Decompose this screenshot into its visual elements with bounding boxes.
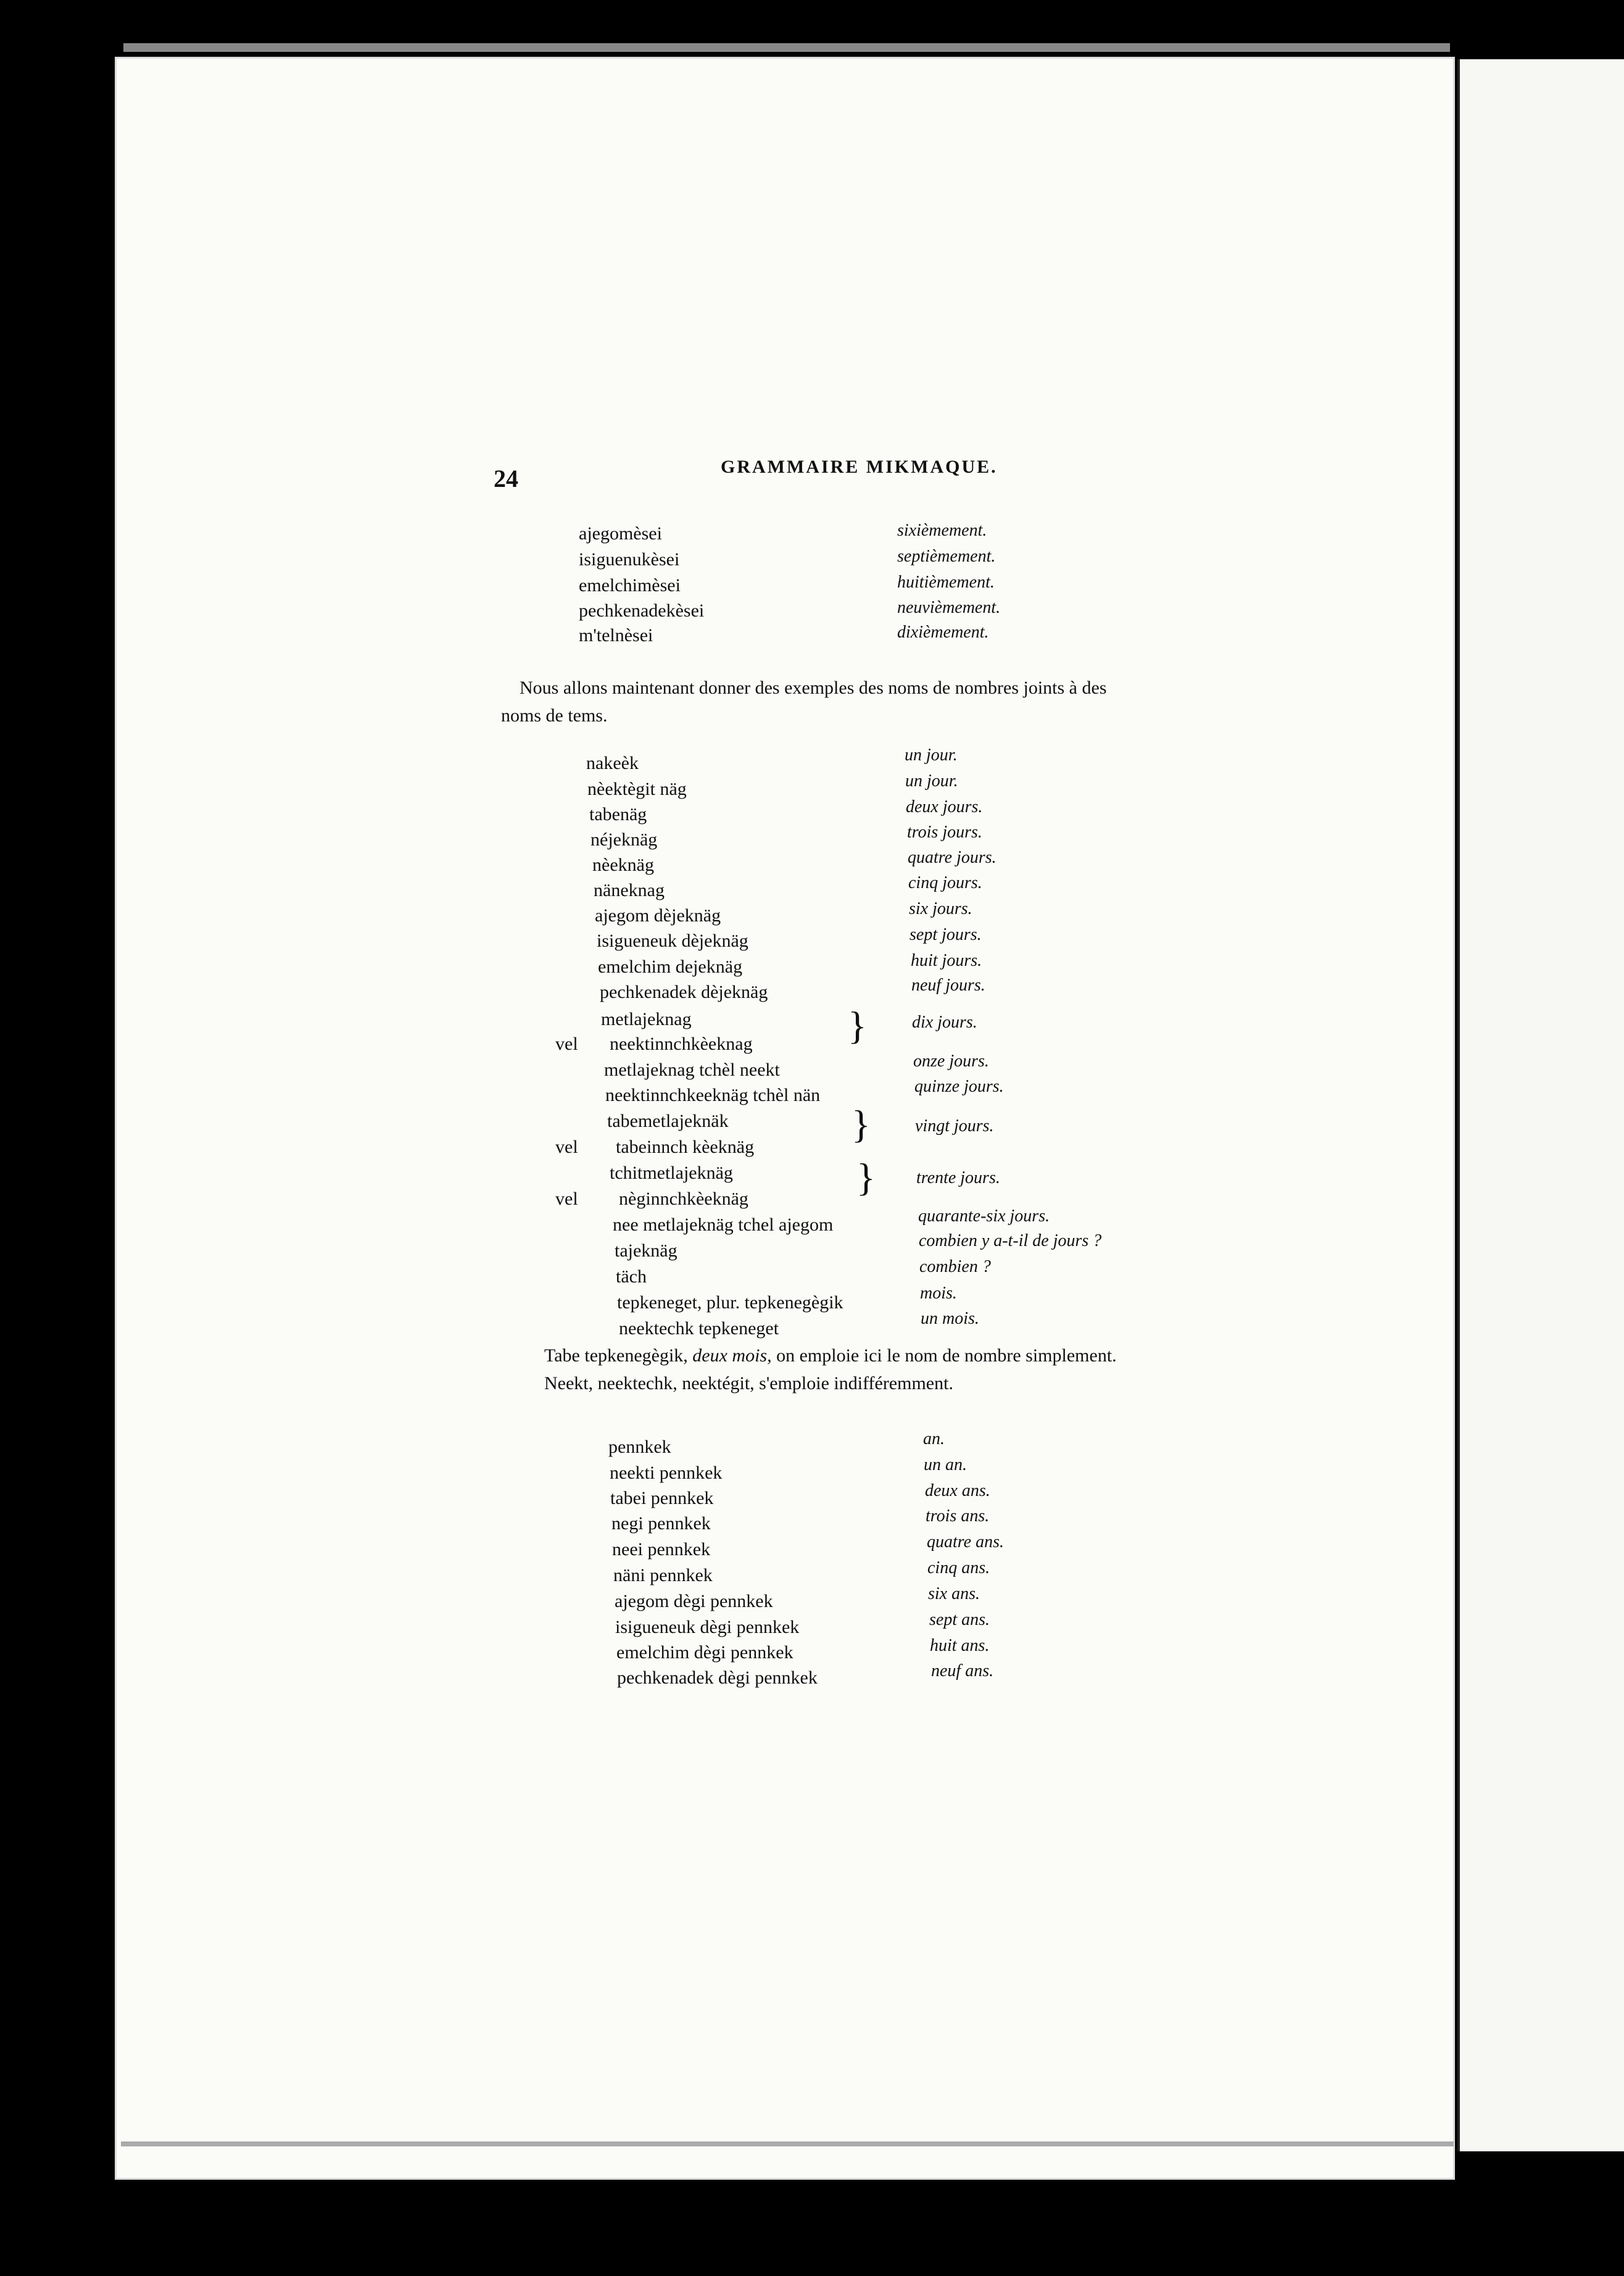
day-mikmaq: neektinnchkeeknäg tchèl nän [605, 1085, 821, 1105]
year-french: cinq ans. [927, 1558, 990, 1577]
day-mikmaq: täch [616, 1266, 647, 1287]
note-line-1c: on emploie ici le nom de nombre simplement. [771, 1345, 1117, 1366]
year-mikmaq: isigueneuk dègi pennkek [615, 1617, 800, 1637]
day-french: huit jours. [911, 951, 982, 970]
ordinal-french: dixièmement. [897, 623, 989, 642]
page-edge-top [123, 43, 1450, 52]
day-french: deux jours. [906, 797, 983, 816]
ordinal-french: huitièmement. [897, 573, 995, 592]
day-mikmaq: neektechk tepkeneget [619, 1318, 779, 1339]
day-french: cinq jours. [908, 873, 982, 892]
brace-vingt: } [851, 1102, 871, 1146]
note-line-1 [544, 1345, 1117, 1366]
year-french: trois ans. [926, 1506, 990, 1526]
day-mikmaq: isigueneuk dèjeknäg [597, 931, 748, 951]
day-mikmaq: metlajeknag tchèl neekt [604, 1060, 780, 1080]
day-mikmaq: tchitmetlajeknäg [610, 1163, 733, 1183]
day-mikmaq: nèeknäg [592, 855, 654, 875]
day-vel: vel [555, 1034, 578, 1054]
year-mikmaq: negi pennkek [611, 1513, 711, 1534]
year-french: quatre ans. [927, 1532, 1004, 1551]
day-mikmaq: tabeinnch kèeknäg [616, 1137, 755, 1157]
page-number: 24 [494, 465, 518, 492]
year-french: deux ans. [925, 1481, 990, 1500]
day-mikmaq: pechkenadek dèjeknäg [600, 982, 768, 1002]
ordinal-french: neuvièmement. [897, 598, 1001, 617]
year-french: huit ans. [930, 1636, 990, 1655]
day-mikmaq: néjeknäg [590, 829, 658, 850]
day-french: quinze jours. [914, 1077, 1004, 1096]
year-french: un an. [924, 1455, 967, 1474]
day-french: sept jours. [909, 925, 982, 944]
intro-line-2: noms de tems. [501, 705, 608, 726]
day-french: vingt jours. [915, 1116, 994, 1136]
year-mikmaq: pennkek [608, 1437, 671, 1457]
day-french: un mois. [921, 1309, 979, 1328]
day-french: mois. [920, 1284, 957, 1303]
day-mikmaq: tabenäg [589, 804, 647, 824]
year-mikmaq: tabei pennkek [610, 1488, 714, 1508]
day-french: six jours. [909, 899, 972, 918]
day-french: onze jours. [913, 1052, 989, 1071]
day-vel: vel [555, 1189, 578, 1209]
year-french: sept ans. [929, 1610, 990, 1629]
day-french: neuf jours. [911, 976, 985, 995]
day-french: dix jours. [912, 1013, 977, 1032]
day-mikmaq: nèektègit näg [587, 779, 687, 799]
day-mikmaq: ajegom dèjeknäg [595, 905, 721, 926]
day-mikmaq: nee metlajeknäg tchel ajegom [613, 1215, 834, 1235]
day-french: trente jours. [916, 1168, 1000, 1187]
ordinal-french: sixièmement. [897, 521, 987, 540]
note-line-1a: Tabe tepkenegègik, [544, 1345, 693, 1366]
day-mikmaq: näneknag [594, 880, 665, 900]
day-french: un jour. [905, 771, 958, 791]
day-mikmaq: nakeèk [586, 753, 639, 773]
ordinal-mikmaq: emelchimèsei [579, 575, 681, 596]
facing-page [1457, 59, 1624, 2151]
day-french: un jour. [905, 746, 958, 765]
year-mikmaq: neei pennkek [612, 1539, 711, 1560]
note-line-1b: deux mois, [692, 1345, 772, 1366]
year-mikmaq: pechkenadek dègi pennkek [617, 1668, 818, 1688]
ordinal-mikmaq: pechkenadekèsei [579, 600, 705, 621]
brace-dix: } [848, 1003, 867, 1047]
ordinal-mikmaq: isiguenukèsei [579, 549, 680, 570]
year-mikmaq: emelchim dègi pennkek [616, 1642, 793, 1663]
day-french: quarante-six jours. [918, 1207, 1050, 1226]
day-mikmaq: tabemetlajeknäk [607, 1111, 729, 1131]
year-mikmaq: ajegom dègi pennkek [615, 1591, 773, 1611]
ordinal-french: septièmement. [897, 547, 996, 566]
day-mikmaq: tepkeneget, plur. tepkenegègik [617, 1292, 843, 1313]
book-page [115, 57, 1455, 2180]
note-line-2: Neekt, neektechk, neektégit, s'emploie indifféremment. [544, 1373, 953, 1393]
day-mikmaq: tajeknäg [615, 1240, 677, 1261]
day-french: combien ? [919, 1257, 991, 1276]
year-french: an. [923, 1429, 945, 1448]
running-head: GRAMMAIRE MIKMAQUE. [721, 457, 998, 477]
day-vel: vel [555, 1137, 578, 1157]
day-french: quatre jours. [908, 848, 996, 867]
day-french: combien y a-t-il de jours ? [919, 1231, 1102, 1250]
year-mikmaq: neekti pennkek [610, 1463, 723, 1483]
year-mikmaq: näni pennkek [613, 1565, 713, 1585]
intro-line-1: Nous allons maintenant donner des exemples des noms de nombres joints à des [520, 678, 1107, 698]
day-mikmaq: metlajeknag [601, 1009, 692, 1029]
ordinal-mikmaq: ajegomèsei [579, 523, 662, 544]
day-mikmaq: neektinnchkèeknag [610, 1034, 753, 1054]
day-french: trois jours. [907, 823, 982, 842]
year-french: six ans. [928, 1584, 980, 1603]
year-french: neuf ans. [931, 1661, 994, 1680]
ordinal-mikmaq: m'telnèsei [579, 625, 653, 646]
brace-trente: } [856, 1155, 876, 1199]
day-mikmaq: nèginnchkèeknäg [619, 1189, 748, 1209]
page-edge-bottom [121, 2141, 1454, 2146]
day-mikmaq: emelchim dejeknäg [598, 957, 743, 977]
